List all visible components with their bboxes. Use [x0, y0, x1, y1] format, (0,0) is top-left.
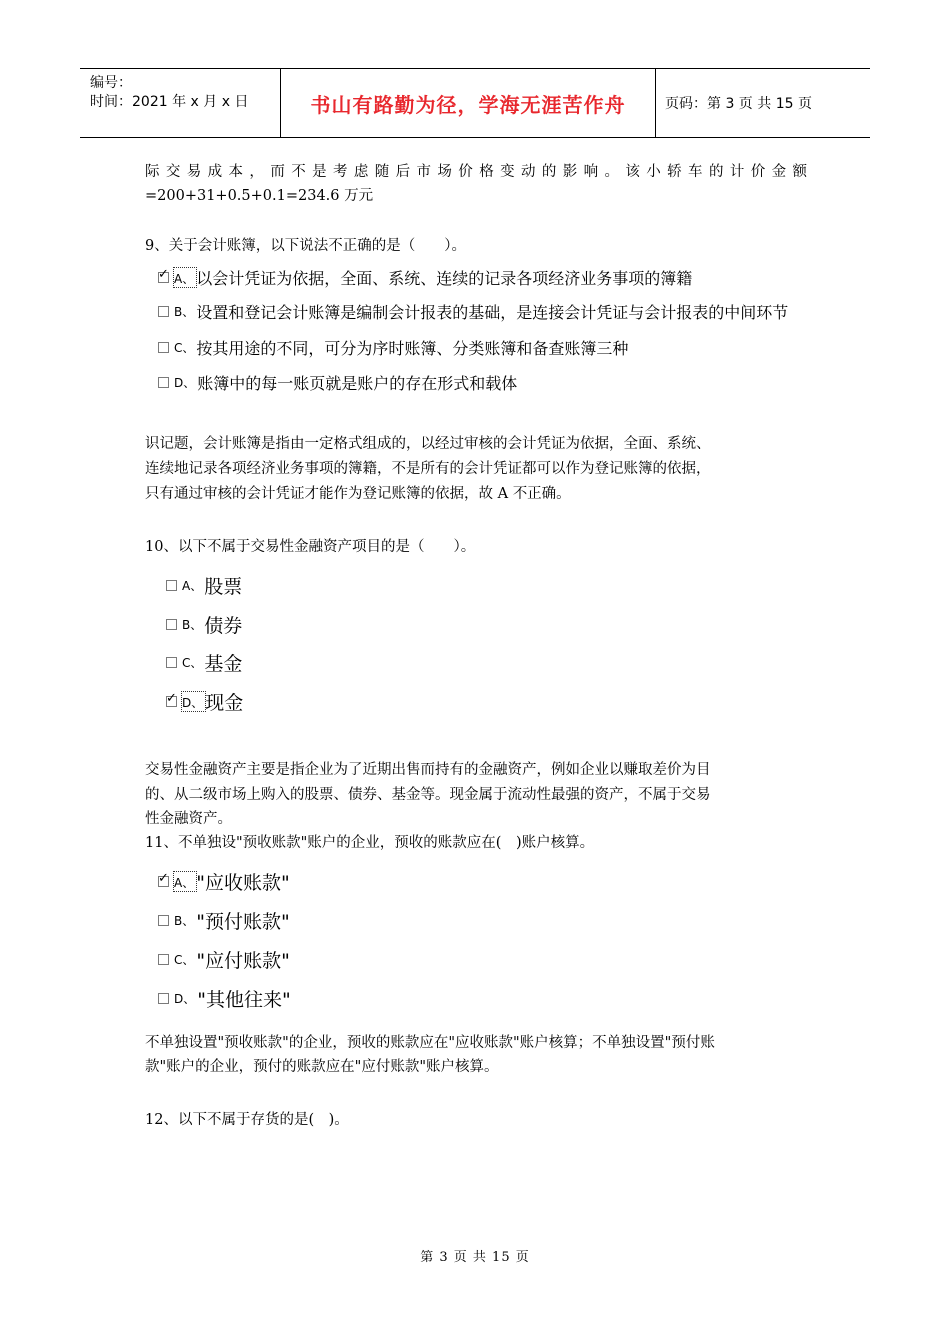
- option-letter: C、: [174, 953, 195, 967]
- q10-option-d[interactable]: [166, 688, 243, 715]
- q9-option-a[interactable]: [158, 266, 692, 289]
- q11-option-c-text: "应付账款": [196, 950, 290, 972]
- document-number-label: 编号：: [90, 75, 132, 91]
- q10-option-b[interactable]: [166, 611, 242, 638]
- question-10: 10、以下不属于交易性金融资产项目的是（ ）。: [145, 539, 476, 555]
- option-letter: D、: [174, 376, 196, 390]
- q9-explanation-line-2: 连续地记录各项经济业务事项的簿籍，不是所有的会计凭证都可以作为登记账簿的依据，: [145, 461, 711, 477]
- q10-option-b-text: 债券: [204, 615, 243, 637]
- q10-explanation-line-3: 性金融资产。: [145, 811, 232, 827]
- q9-option-c-text: 按其用途的不同，可分为序时账簿、分类账簿和备查账簿三种: [196, 339, 629, 358]
- header-motto: 书山有路勤为径，学海无涯苦作舟: [281, 69, 656, 137]
- q11-explanation-line-1: 不单独设置"预收账款"的企业，预收的账款应在"应收账款"账户核算；不单独设置"预付账: [145, 1035, 715, 1051]
- q11-option-a-text: "应收账款": [196, 872, 290, 894]
- header-meta-cell: [80, 69, 281, 137]
- header-page-info: 页码：第 3 页 共 15 页: [665, 96, 812, 112]
- q11-option-d-text: "其他往来": [197, 989, 291, 1011]
- q9-option-d[interactable]: [158, 371, 517, 394]
- q11-explanation-line-2: 款"账户的企业，预付的账款应在"应付账款"账户核算。: [145, 1059, 499, 1075]
- q11-option-d[interactable]: [158, 985, 291, 1012]
- question-12: 12、以下不属于存货的是( )。: [145, 1112, 349, 1128]
- q10-option-a-text: 股票: [204, 576, 243, 598]
- option-letter: A、: [182, 579, 203, 593]
- q10-option-d-text: 现金: [205, 692, 244, 714]
- option-letter: B、: [182, 618, 203, 632]
- q9-option-b[interactable]: [158, 300, 788, 323]
- q11-option-a-focus: [174, 872, 196, 891]
- checkbox-icon[interactable]: [166, 657, 177, 668]
- option-letter: D、: [182, 696, 204, 710]
- checkbox-icon[interactable]: [158, 993, 169, 1004]
- checkbox-icon[interactable]: [158, 377, 169, 388]
- option-letter: A、: [174, 876, 195, 890]
- checkbox-checked-icon[interactable]: ✓: [166, 691, 177, 706]
- question-11: 11、不单独设"预收账款"账户的企业，预收的账款应在( )账户核算。: [145, 835, 595, 851]
- q10-option-d-focus: [182, 692, 205, 711]
- q11-option-b[interactable]: [158, 907, 290, 934]
- option-letter: C、: [182, 656, 203, 670]
- q9-explanation-line-3: 只有通过审核的会计凭证才能作为登记账簿的依据，故 A 不正确。: [145, 486, 571, 502]
- q10-explanation-line-2: 的、从二级市场上购入的股票、债券、基金等。现金属于流动性最强的资产，不属于交易: [145, 787, 711, 803]
- q9-option-c[interactable]: [158, 336, 628, 359]
- q11-option-b-text: "预付账款": [196, 911, 290, 933]
- q9-explanation-line-1: 识记题，会计账簿是指由一定格式组成的，以经过审核的会计凭证为依据，全面、系统、: [145, 436, 711, 452]
- q11-option-c[interactable]: [158, 946, 290, 973]
- q9-option-b-text: 设置和登记会计账簿是编制会计报表的基础，是连接会计凭证与会计报表的中间环节: [196, 303, 789, 322]
- intro-line-1: 际交易成本，而不是考虑随后市场价格变动的影响。该小轿车的计价金额: [145, 164, 810, 180]
- checkbox-icon[interactable]: [158, 954, 169, 965]
- q10-option-c-text: 基金: [204, 653, 243, 675]
- checkbox-icon[interactable]: [158, 915, 169, 926]
- checkbox-checked-icon[interactable]: ✓: [158, 267, 169, 282]
- q9-option-a-text: 以会计凭证为依据，全面、系统、连续的记录各项经济业务事项的簿籍: [196, 269, 693, 288]
- checkbox-icon[interactable]: [158, 342, 169, 353]
- q9-option-d-text: 账簿中的每一账页就是账户的存在形式和载体: [197, 374, 518, 393]
- q9-option-a-focus: [174, 268, 196, 287]
- checkbox-checked-icon[interactable]: ✓: [158, 871, 169, 886]
- q10-option-c[interactable]: [166, 649, 242, 676]
- option-letter: C、: [174, 341, 195, 355]
- checkbox-icon[interactable]: [166, 619, 177, 630]
- page-footer: 第 3 页 共 15 页: [420, 1250, 530, 1265]
- q10-explanation-line-1: 交易性金融资产主要是指企业为了近期出售而持有的金融资产，例如企业以赚取差价为目: [145, 762, 711, 778]
- page-header: [80, 68, 870, 138]
- option-letter: B、: [174, 914, 195, 928]
- option-letter: D、: [174, 992, 196, 1006]
- q10-option-a[interactable]: [166, 572, 242, 599]
- document-date-label: 时间：2021 年 x 月 x 日: [90, 94, 249, 110]
- checkbox-icon[interactable]: [166, 580, 177, 591]
- question-9: 9、关于会计账簿，以下说法不正确的是（ ）。: [145, 238, 466, 254]
- option-letter: B、: [174, 305, 195, 319]
- option-letter: A、: [174, 272, 195, 286]
- checkbox-icon[interactable]: [158, 306, 169, 317]
- q11-option-a[interactable]: [158, 868, 290, 895]
- intro-line-2: =200+31+0.5+0.1=234.6 万元: [145, 188, 374, 204]
